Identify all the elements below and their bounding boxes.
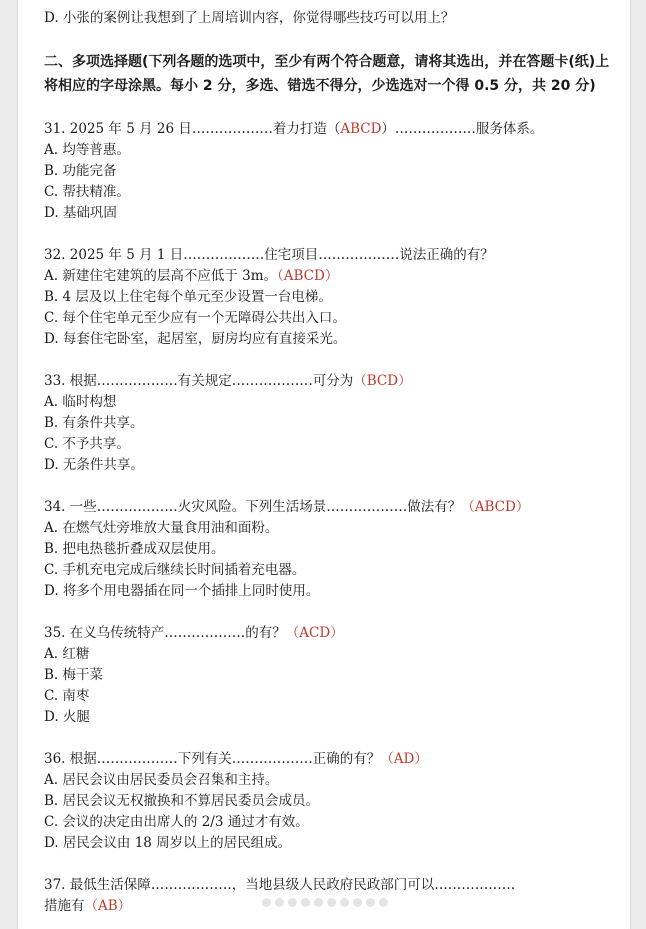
- question-36: [44, 749, 618, 854]
- answer-key: （ABCD）: [277, 268, 339, 284]
- option-d: D. 基础巩固: [44, 205, 117, 221]
- question-stem: 31. 2025 年 5 月 26 日………………着力打造（ABCD）………………服务体系。: [44, 121, 544, 137]
- question-34: [44, 497, 618, 602]
- question-33: [44, 371, 618, 476]
- page-dot: [353, 898, 362, 907]
- option-d: D. 火腿: [44, 709, 90, 725]
- option-a: A. 在燃气灶旁堆放大量食用油和面粉。: [44, 520, 279, 536]
- answer-key: （AD）: [380, 751, 428, 767]
- answer-key: （AB）: [84, 898, 132, 914]
- page-dot: [262, 898, 271, 907]
- option-c: C. 会议的决定由出席人的 2/3 通过才有效。: [44, 814, 309, 830]
- page-dot: [366, 898, 375, 907]
- option-d: D. 居民会议由 18 周岁以上的居民组成。: [44, 835, 292, 851]
- option-d: D. 将多个用电器插在同一个插排上同时使用。: [44, 583, 320, 599]
- option-a: A. 新建住宅建筑的层高不应低于 3m。（ABCD）: [44, 268, 339, 284]
- question-stem: 33. 根据………………有关规定………………可分为（BCD）: [44, 373, 412, 389]
- question-stem: 34. 一些………………火灾风险。下列生活场景………………做法有？（ABCD）: [44, 499, 530, 515]
- option-c: C. 南枣: [44, 688, 90, 704]
- question-37: [44, 875, 618, 917]
- option-d: D. 无条件共享。: [44, 457, 144, 473]
- answer-key: ABCD: [340, 121, 382, 137]
- page-dot: [275, 898, 284, 907]
- page-dot: [288, 898, 297, 907]
- option-c: C. 帮扶精准。: [44, 184, 130, 200]
- page-dot: [301, 898, 310, 907]
- option-c: C. 手机充电完成后继续长时间插着充电器。: [44, 562, 306, 578]
- option-b: B. 4 层及以上住宅每个单元至少设置一台电梯。: [44, 289, 332, 305]
- option-d: D. 每套住宅卧室，起居室，厨房均应有直接采光。: [44, 331, 347, 347]
- section-title: 二、多项选择题(下列各题的选项中，至少有两个符合题意，请将其选出，并在答题卡(纸)上将相应的字母涂黑。每小 2 分，多选、错选不得分，少选选对一个得 0.5 分，共 20 分): [44, 54, 610, 94]
- page-dot: [327, 898, 336, 907]
- option-b: B. 梅干菜: [44, 667, 104, 683]
- option-a: A. 临时构想: [44, 394, 117, 410]
- document-page: [18, 0, 630, 929]
- page-dot: [340, 898, 349, 907]
- question-35: [44, 623, 618, 728]
- question-31: [44, 119, 618, 224]
- answer-key: （BCD）: [353, 373, 412, 389]
- question-stem-continued: 措施有（AB）: [44, 898, 132, 914]
- option-a: A. 均等普惠。: [44, 142, 130, 158]
- question-stem: 35. 在义乌传统特产………………的有？（ACD）: [44, 625, 344, 641]
- page-dot: [314, 898, 323, 907]
- question-stem: 36. 根据………………下列有关………………正确的有？（AD）: [44, 751, 428, 767]
- option-c: C. 不予共享。: [44, 436, 130, 452]
- answer-key: （ACD）: [285, 625, 344, 641]
- option-b: B. 功能完备: [44, 163, 117, 179]
- question-stem: 32. 2025 年 5 月 1 日………………住宅项目………………说法正确的有？: [44, 247, 494, 263]
- option-b: B. 居民会议无权撤换和不算居民委员会成员。: [44, 793, 320, 809]
- page-indicator: [262, 898, 388, 907]
- page-dot: [379, 898, 388, 907]
- option-c: C. 每个住宅单元至少应有一个无障碍公共出入口。: [44, 310, 346, 326]
- question-stem: 37. 最低生活保障………………，当地县级人民政府民政部门可以………………: [44, 877, 516, 893]
- question-32: [44, 245, 618, 350]
- option-a: A. 居民会议由居民委员会召集和主持。: [44, 772, 279, 788]
- intro-option-d: D. 小张的案例让我想到了上周培训内容，你觉得哪些技巧可以用上？: [44, 10, 455, 26]
- option-b: B. 有条件共享。: [44, 415, 144, 431]
- option-a: A. 红糖: [44, 646, 90, 662]
- option-b: B. 把电热毯折叠成双层使用。: [44, 541, 225, 557]
- answer-key: （ABCD）: [461, 499, 530, 515]
- document-content: [44, 8, 618, 917]
